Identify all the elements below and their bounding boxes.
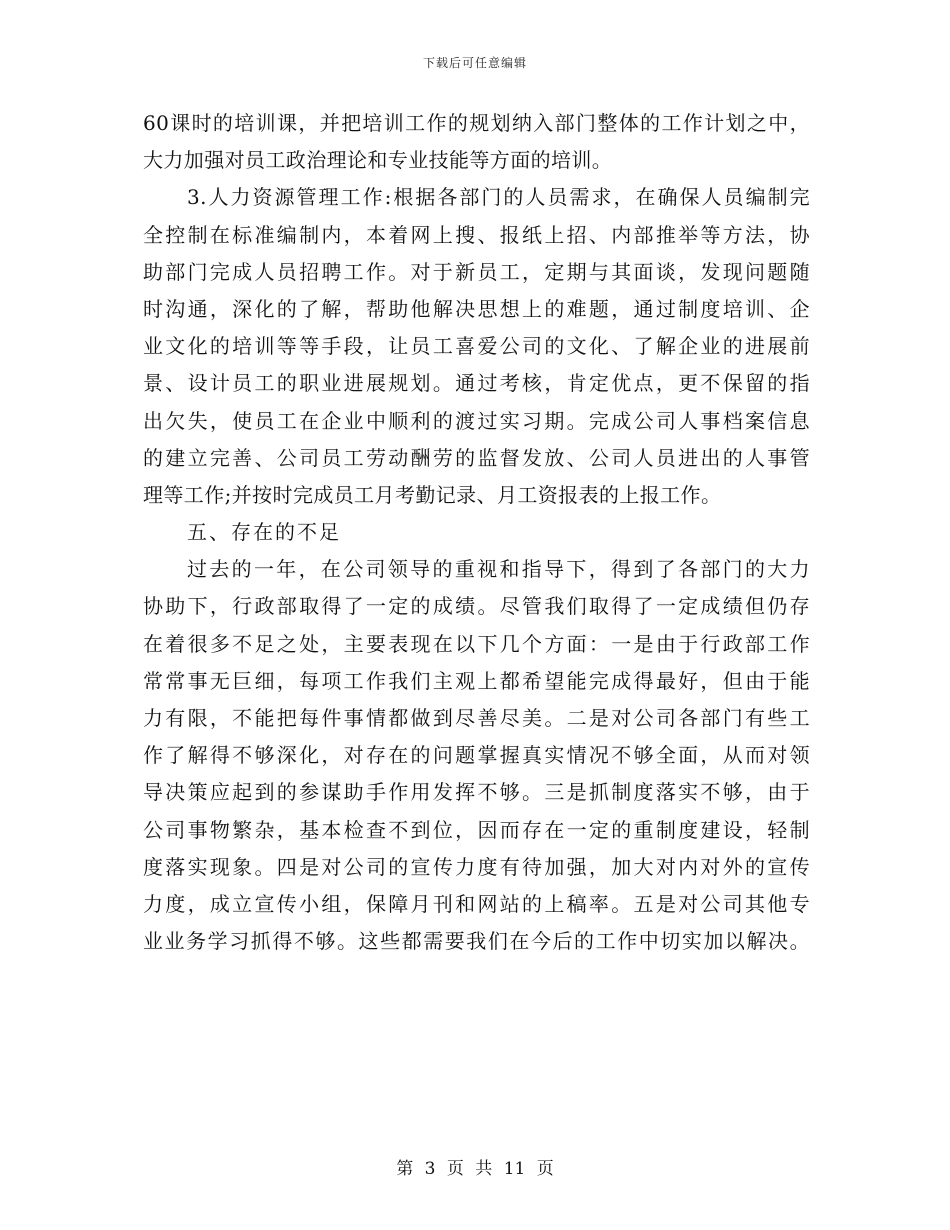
body-line: 公司事物繁杂，基本检查不到位，因而存在一定的重制度建设，轻制 <box>143 817 810 842</box>
body-line: 助部门完成人员招聘工作。对于新员工，定期与其面谈，发现问题随 <box>143 259 810 284</box>
body-line: 度落实现象。四是对公司的宣传力度有待加强，加大对内对外的宣传 <box>143 854 810 879</box>
body-line: 60课时的培训课，并把培训工作的规划纳入部门整体的工作计划之中， <box>143 111 810 135</box>
page-header-note: 下载后可任意编辑 <box>422 56 527 70</box>
body-line: 理等工作;并按时完成员工月考勤记录、月工资报表的上报工作。 <box>143 482 722 507</box>
body-line: 力度，成立宣传小组，保障月刊和网站的上稿率。五是对公司其他专 <box>143 891 810 916</box>
body-line: 在着很多不足之处，主要表现在以下几个方面：一是由于行政部工作 <box>143 631 810 656</box>
body-line: 导决策应起到的参谋助手作用发挥不够。三是抓制度落实不够，由于 <box>143 780 810 805</box>
body-line: 作了解得不够深化，对存在的问题掌握真实情况不够全面，从而对领 <box>143 743 810 768</box>
body-line: 力有限，不能把每件事情都做到尽善尽美。二是对公司各部门有些工 <box>143 706 810 730</box>
body-line: 时沟通，深化的了解，帮助他解决思想上的难题，通过制度培训、企 <box>143 296 810 321</box>
body-line: 的建立完善、公司员工劳动酬劳的监督发放、公司人员进出的人事管 <box>143 445 810 470</box>
body-line: 3.人力资源管理工作:根据各部门的人员需求，在确保人员编制完 <box>187 185 810 210</box>
body-line: 大力加强对员工政治理论和专业技能等方面的培训。 <box>143 148 613 173</box>
body-line: 景、设计员工的职业进展规划。通过考核，肯定优点，更不保留的指 <box>143 371 810 396</box>
body-line: 出欠失，使员工在企业中顺利的渡过实习期。完成公司人事档案信息 <box>143 408 810 433</box>
document-body <box>143 105 810 960</box>
section-heading: 五、存在的不足 <box>187 520 341 545</box>
body-line: 全控制在标准编制内，本着网上搜、报纸上招、内部推举等方法，协 <box>143 222 810 247</box>
body-line: 过去的一年，在公司领导的重视和指导下，得到了各部门的大力 <box>187 557 810 582</box>
body-line: 常常事无巨细，每项工作我们主观上都希望能完成得最好，但由于能 <box>143 668 810 693</box>
body-line: 业业务学习抓得不够。这些都需要我们在今后的工作中切实加以解决。 <box>143 929 810 954</box>
body-line: 协助下，行政部取得了一定的成绩。尽管我们取得了一定成绩但仍存 <box>143 594 810 619</box>
page-number-footer: 第 3 页 共 11 页 <box>396 1159 554 1179</box>
body-line: 业文化的培训等等手段，让员工喜爱公司的文化、了解企业的进展前 <box>143 334 810 359</box>
